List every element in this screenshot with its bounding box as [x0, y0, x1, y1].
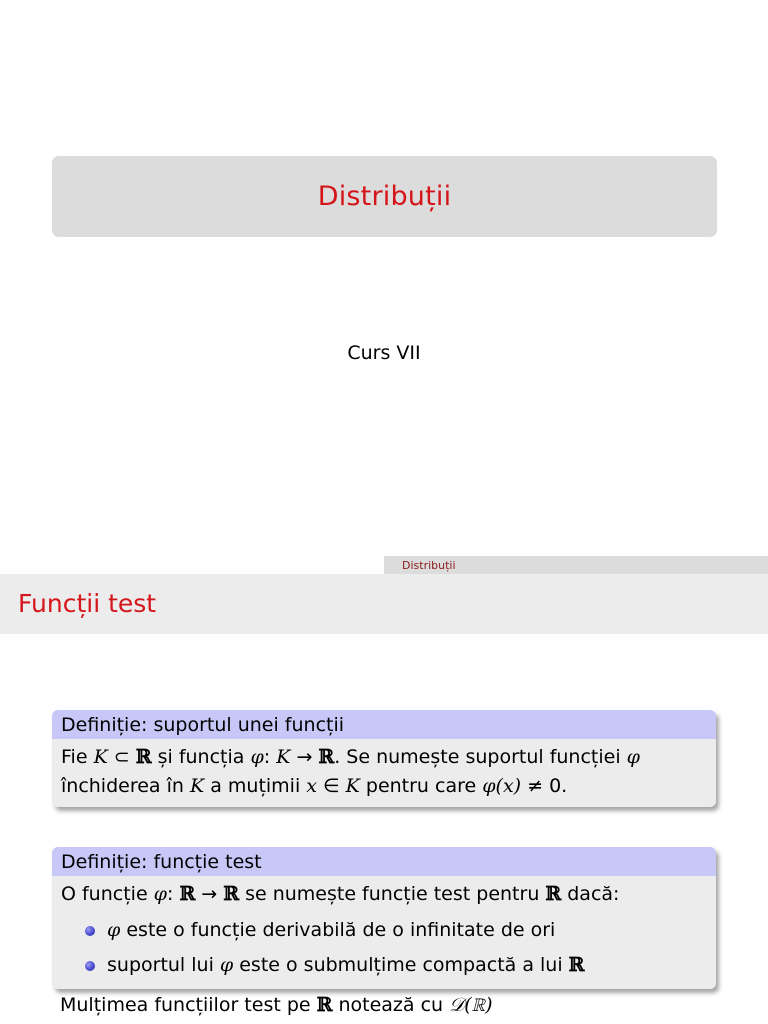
block-body: [52, 876, 716, 989]
text-span: notează cu: [332, 994, 450, 1016]
math-reals: ℝ: [316, 994, 333, 1016]
math-expression: 𝒟(ℝ): [449, 994, 493, 1016]
math-operator: →: [195, 883, 224, 905]
title-block: [52, 156, 717, 237]
math-expression: φ(x): [482, 775, 522, 797]
math-symbol: K: [93, 746, 108, 768]
text-span: dacă:: [561, 883, 620, 905]
definition-line-2: [61, 772, 707, 801]
math-reals: ℝ: [318, 746, 335, 768]
text-span: pentru care: [359, 775, 483, 797]
math-reals: ℝ: [223, 883, 240, 905]
bullet-icon: [85, 961, 95, 971]
headline-section-title: Distribuții: [402, 558, 456, 572]
math-operator: ≠ 0.: [521, 775, 568, 797]
text-span: . Se numește suportul funcției: [334, 746, 627, 768]
definition-intro: [61, 880, 707, 909]
math-symbol: φ: [153, 883, 167, 905]
text-span: este o funcție derivabilă de o infinitate de ori: [120, 919, 556, 941]
presentation-title: Distribuții: [317, 181, 452, 212]
math-reals: ℝ: [179, 883, 196, 905]
math-symbol: x: [306, 775, 317, 797]
text-span: :: [166, 883, 180, 905]
text-span: :: [263, 746, 277, 768]
text-span: și funcția: [151, 746, 251, 768]
text-span: suportul lui: [107, 954, 220, 976]
text-span: Mulțimea funcțiilor test pe: [60, 994, 317, 1016]
math-symbol: φ: [219, 954, 234, 976]
slide-headline-bar: [0, 556, 768, 574]
math-symbol: K: [189, 775, 205, 797]
math-operator: ∈: [317, 775, 346, 797]
headline-right: [384, 556, 768, 574]
bullet-icon: [85, 926, 95, 936]
text-span: O funcție: [61, 883, 154, 905]
condition-list: [61, 913, 707, 983]
math-symbol: φ: [250, 746, 264, 768]
math-symbol: φ: [626, 746, 640, 768]
text-span: a muțimii: [204, 775, 307, 797]
text-span: Fie: [61, 746, 94, 768]
text-span: este o submulțime compactă a lui: [233, 954, 569, 976]
math-symbol: φ: [107, 919, 121, 941]
math-operator: →: [290, 746, 319, 768]
math-reals: ℝ: [135, 746, 152, 768]
list-item: [83, 913, 707, 948]
definition-line-1: [61, 743, 707, 772]
headline-left: [0, 556, 384, 574]
math-symbol: K: [276, 746, 291, 768]
block-title: Definiție: suportul unei funcții: [52, 710, 716, 739]
list-item: [83, 948, 707, 983]
presentation-subtitle: Curs VII: [347, 342, 421, 364]
text-span: se numește funcție test pentru: [239, 883, 546, 905]
block-body: [52, 739, 716, 807]
frame-title: Funcții test: [18, 589, 157, 618]
definition-block-test-function: [52, 847, 716, 989]
text-span: închiderea în: [61, 775, 190, 797]
definition-block-support: [52, 710, 716, 807]
math-reals: ℝ: [568, 954, 585, 976]
math-reals: ℝ: [545, 883, 562, 905]
block-title: Definiție: funcție test: [52, 847, 716, 876]
closing-statement: [60, 994, 493, 1016]
math-operator: ⊂: [107, 746, 136, 768]
math-symbol: K: [345, 775, 360, 797]
